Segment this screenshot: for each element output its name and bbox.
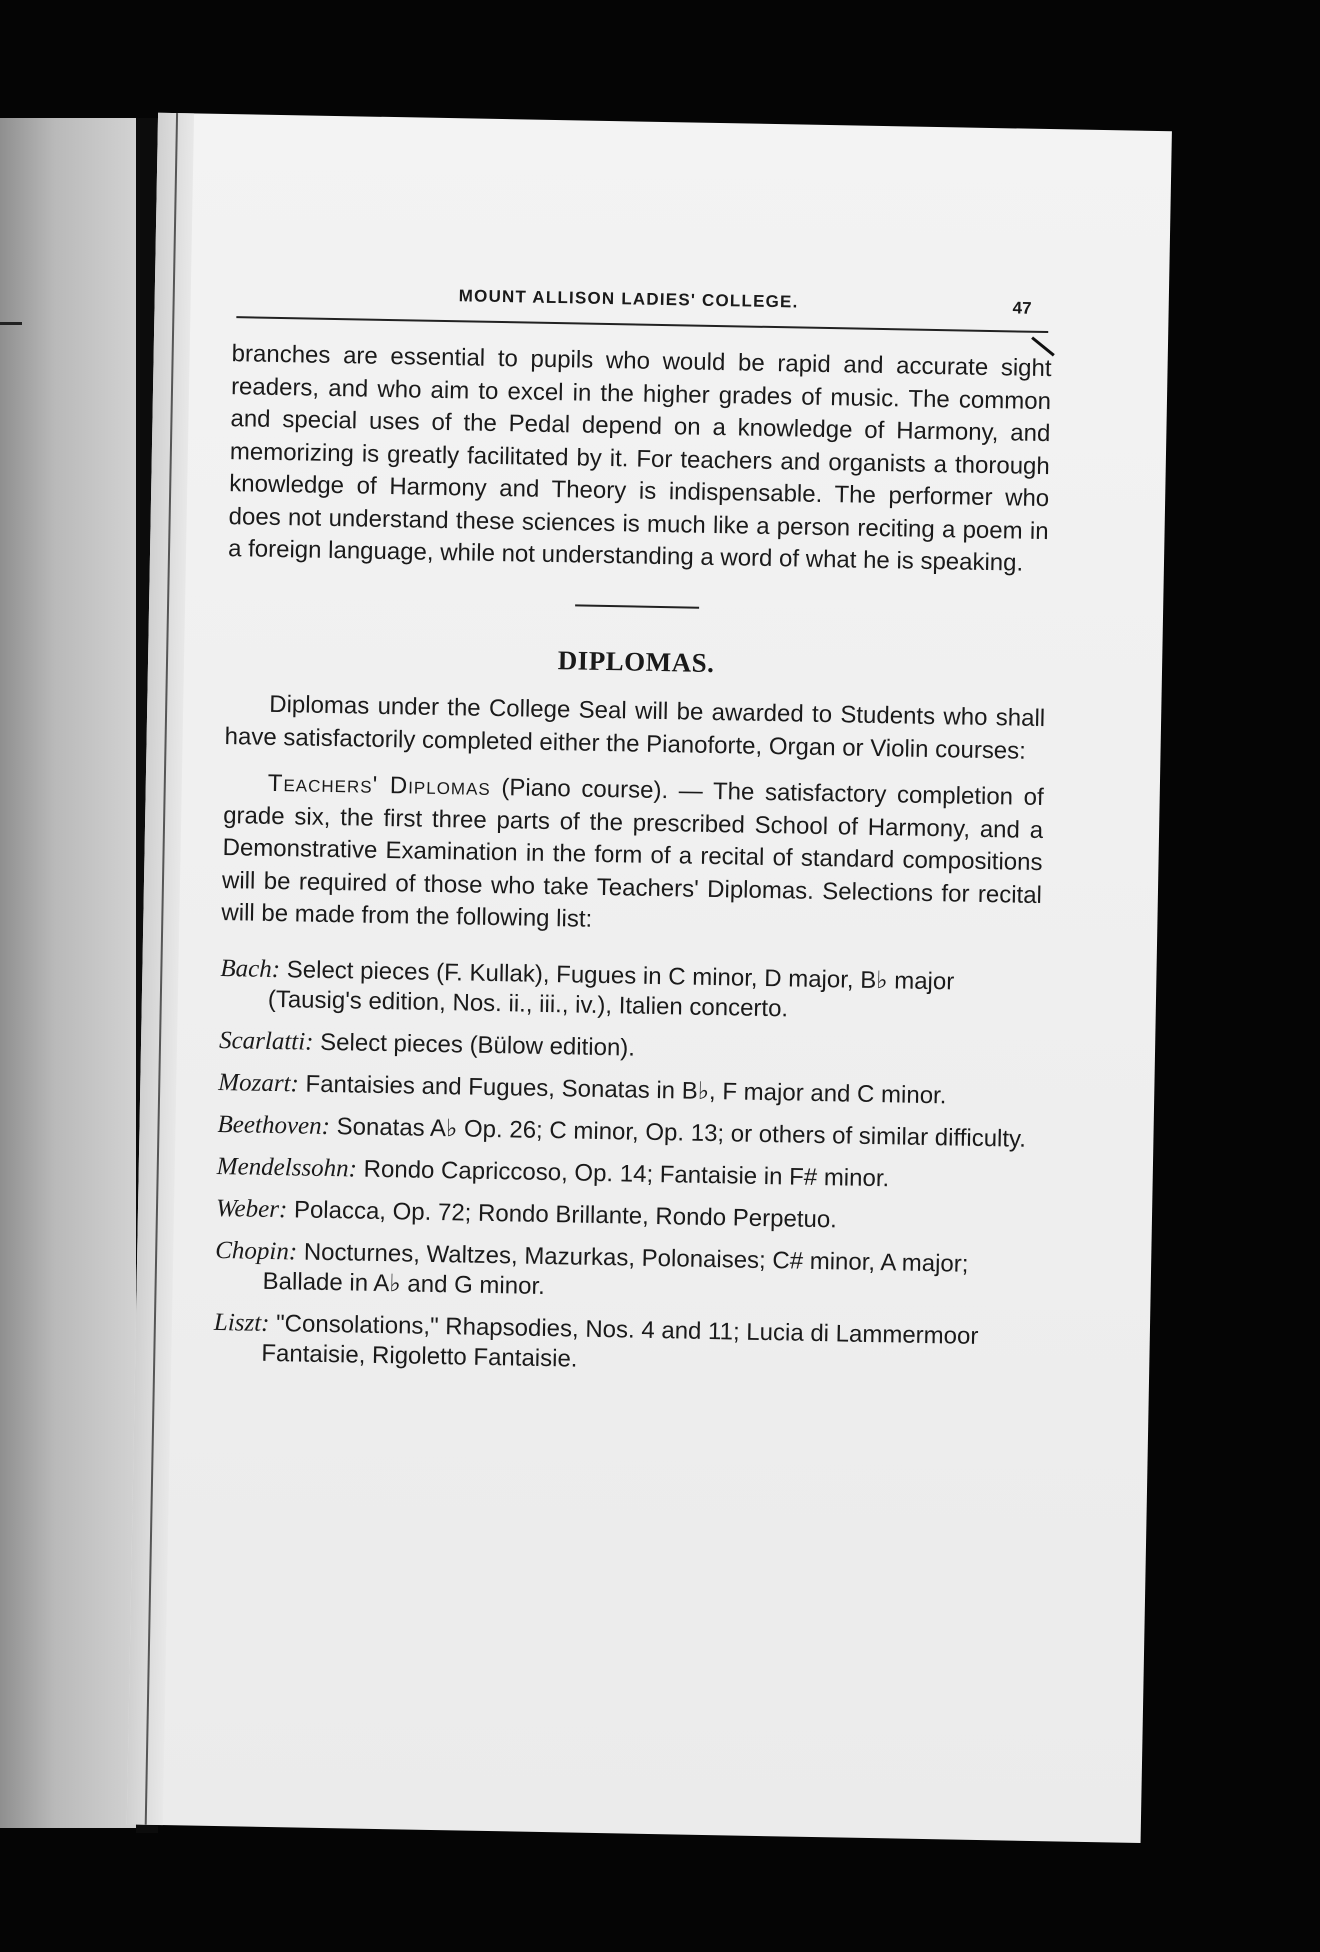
composer-works: Rondo Capriccoso, Op. 14; Fantaisie in F# minor.	[363, 1155, 890, 1192]
composer-name: Chopin:	[215, 1236, 298, 1265]
composer-works: Polacca, Op. 72; Rondo Brillante, Rondo Perpetuo.	[293, 1195, 838, 1233]
repertoire-entry-liszt	[213, 1307, 1034, 1382]
composer-name: Scarlatti:	[218, 1026, 314, 1056]
book-page	[127, 113, 1172, 1843]
facing-page-edge	[0, 118, 136, 1828]
composer-name: Weber:	[215, 1194, 288, 1223]
repertoire-entry-chopin	[214, 1235, 1035, 1310]
composer-name: Bach:	[220, 954, 281, 983]
composer-name: Mozart:	[218, 1068, 300, 1097]
composer-works: Fantaisies and Fugues, Sonatas in B♭, F major and C minor.	[305, 1070, 947, 1109]
repertoire-entry-bach	[220, 953, 1041, 1028]
composer-works: "Consolations," Rhapsodies, Nos. 4 and 11; Lucia di Lammermoor Fantaisie, Rigoletto Fantaisie.	[261, 1309, 979, 1373]
repertoire-entry-mozart	[218, 1067, 1038, 1112]
composer-name: Mendelssohn:	[216, 1152, 358, 1183]
teachers-diplomas-paragraph	[221, 767, 1044, 944]
composer-works: Nocturnes, Waltzes, Mazurkas, Polonaises; C# minor, A major; Ballade in A♭ and G minor.	[262, 1238, 969, 1300]
composer-works: Sonatas A♭ Op. 26; C minor, Op. 13; or others of similar difficulty.	[336, 1112, 1027, 1153]
composer-works: Select pieces (Bülow edition).	[319, 1028, 636, 1062]
section-divider	[575, 604, 699, 608]
repertoire-list	[213, 953, 1040, 1382]
composer-name: Beethoven:	[217, 1110, 331, 1140]
facing-page-mark	[0, 322, 22, 325]
teachers-diplomas-label: Teachers' Diplomas	[267, 769, 492, 801]
intro-paragraph: branches are essential to pupils who would be rapid and accurate sight readers, and who aim to excel in the higher grades of music. The common and special uses of the Pedal depend on a knowledge of Harmony, and memorizing is greatly facilitated by it. For teachers and organists a thorough knowledge of Harmony and Theory is indispensable. The performer who does not understand these sciences is much like a person reciting a poem in a foreign language, while not understanding a word of what he is speaking.	[227, 340, 1052, 577]
diplomas-paragraph: Diplomas under the College Seal will be awarded to Students who shall have satisfactorily completed either the Pianoforte, Organ or Violin courses:	[224, 690, 1046, 765]
composer-name: Liszt:	[213, 1308, 270, 1337]
page-number: 47	[1012, 298, 1032, 318]
repertoire-entry-weber	[216, 1193, 1036, 1238]
page-content	[213, 338, 1052, 1394]
section-heading: DIPLOMAS.	[557, 644, 715, 678]
repertoire-entry-beethoven	[217, 1109, 1037, 1154]
repertoire-entry-mendelssohn	[217, 1151, 1037, 1196]
repertoire-entry-scarlatti	[219, 1025, 1039, 1070]
running-title: MOUNT ALLISON LADIES' COLLEGE.	[458, 286, 799, 312]
teachers-diplomas-text: (Piano course). — The satisfactory completion of grade six, the first three parts of the prescribed School of Harmony, and a Demonstrative Examination in the form of a recital of standard compositions will be required of those who take Teachers' Diplomas. Selections for recital will be made from the following list:	[221, 774, 1044, 933]
composer-works: Select pieces (F. Kullak), Fugues in C minor, D major, B♭ major (Tausig's edition, Nos. ii., iii., iv.), Italien concerto.	[267, 955, 955, 1022]
